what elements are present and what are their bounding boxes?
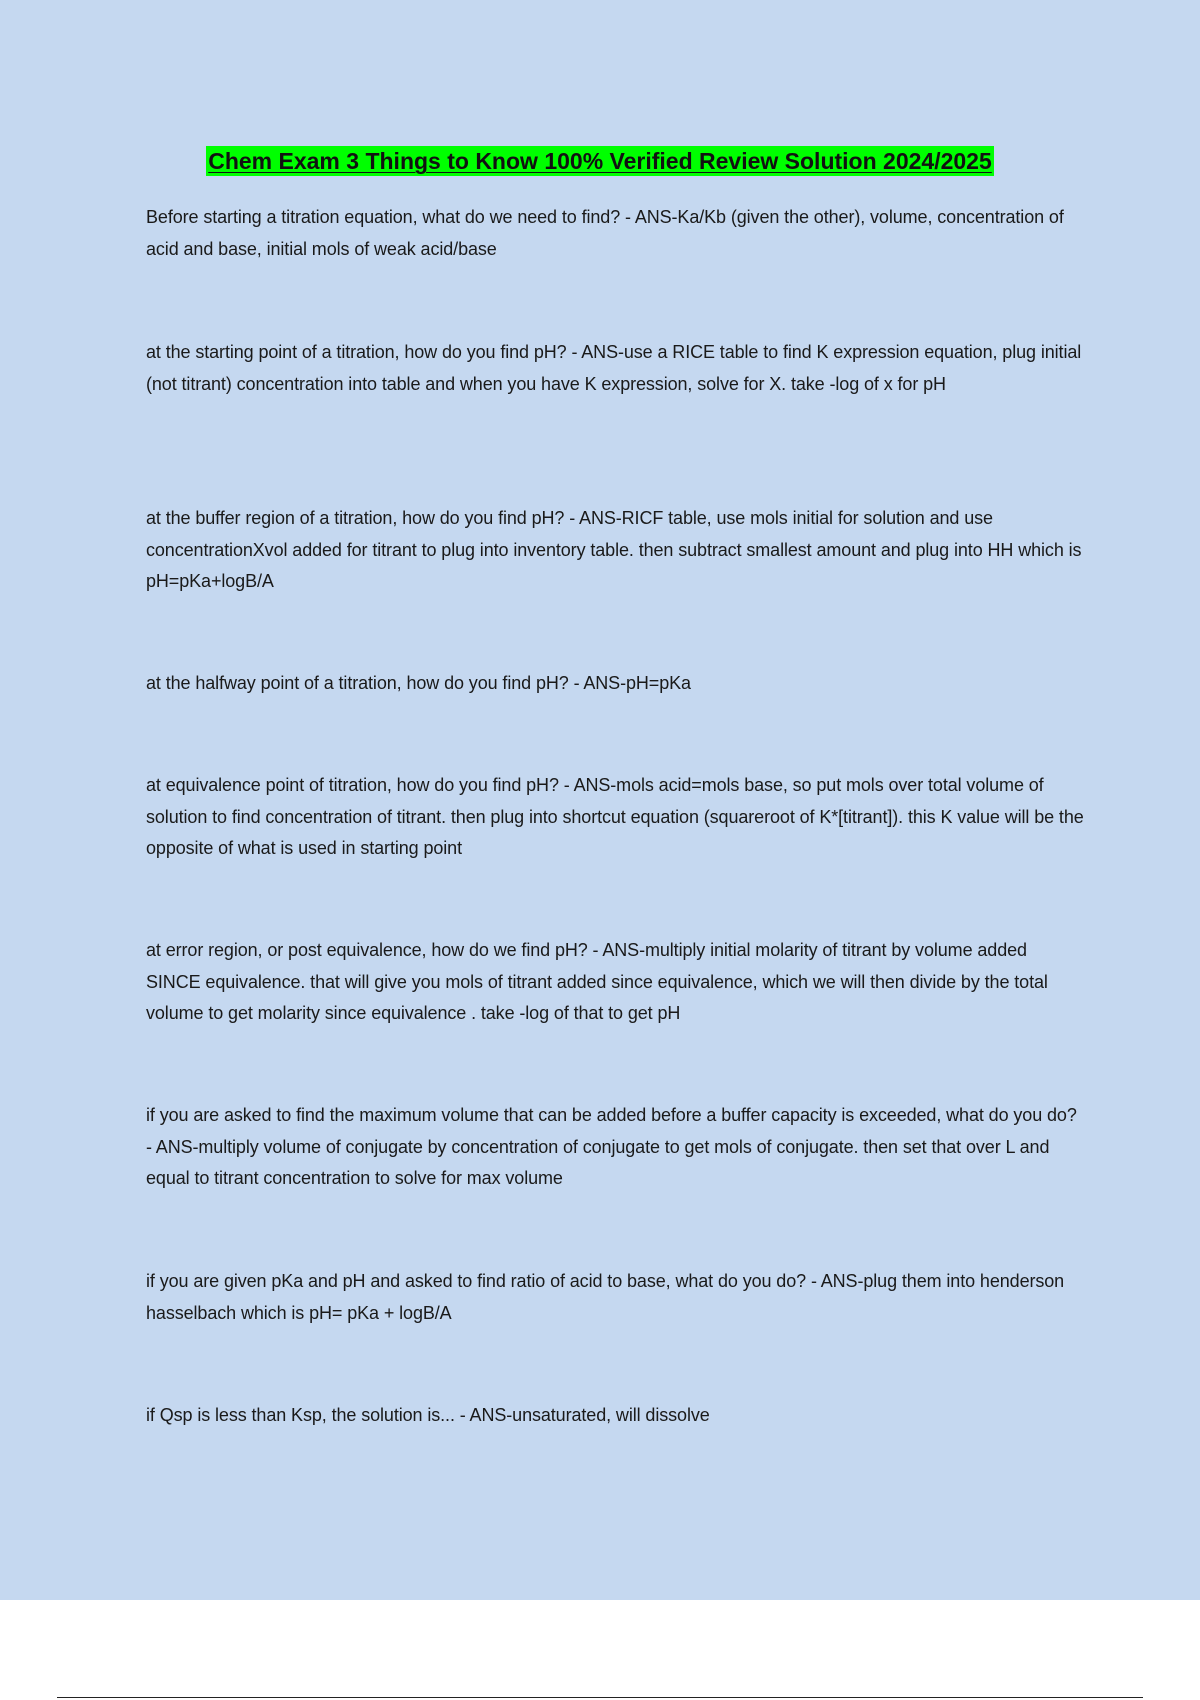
qa-item-buffer-capacity: if you are asked to find the maximum volume that can be added before a buffer capacity is exceeded, what do you do? - ANS-multiply volume of conjugate by concentration of conjugate to get mols of conjugate. then set that over L and equal to titrant concentration to solve for max volume: [146, 1105, 1077, 1188]
title-container: [0, 146, 1200, 176]
qa-item-buffer-region: at the buffer region of a titration, how do you find pH? - ANS-RICF table, use mols initial for solution and use concentrationXvol added for titrant to plug into inventory table. then subtract smallest amount and plug into HH which is pH=pKa+logB/A: [146, 508, 1082, 591]
qa-item-equivalence-point: at equivalence point of titration, how do you find pH? - ANS-mols acid=mols base, so put mols over total volume of solution to find concentration of titrant. then plug into shortcut equation (squareroot of K*[titrant]). this K value will be the opposite of what is used in starting point: [146, 775, 1084, 858]
qa-item-ka-kb: Before starting a titration equation, what do we need to find? - ANS-Ka/Kb (given the other), volume, concentration of acid and base, initial mols of weak acid/base: [146, 207, 1064, 259]
qa-item-post-equivalence: at error region, or post equivalence, how do we find pH? - ANS-multiply initial molarity of titrant by volume added SINCE equivalence. that will give you mols of titrant added since equivalence, which we will then divide by the total volume to get molarity since equivalence . take -log of that to get pH: [146, 940, 1048, 1023]
qa-item-halfway-point: at the halfway point of a titration, how do you find pH? - ANS-pH=pKa: [146, 673, 691, 693]
document-title: Chem Exam 3 Things to Know 100% Verified Review Solution 2024/2025: [208, 148, 992, 174]
qa-item-acid-base-ratio: if you are given pKa and pH and asked to find ratio of acid to base, what do you do? - ANS-plug them into henderson hasselbach which is pH= pKa + logB/A: [146, 1271, 1065, 1323]
page-divider: [57, 1697, 1143, 1698]
qa-item-starting-point: at the starting point of a titration, how do you find pH? - ANS-use a RICE table to find K expression equation, plug initial (not titrant) concentration into table and when you have K expression, solve for X. take -log of x for pH: [146, 342, 1082, 394]
qa-item-qsp-ksp: if Qsp is less than Ksp, the solution is... - ANS-unsaturated, will dissolve: [146, 1405, 710, 1425]
